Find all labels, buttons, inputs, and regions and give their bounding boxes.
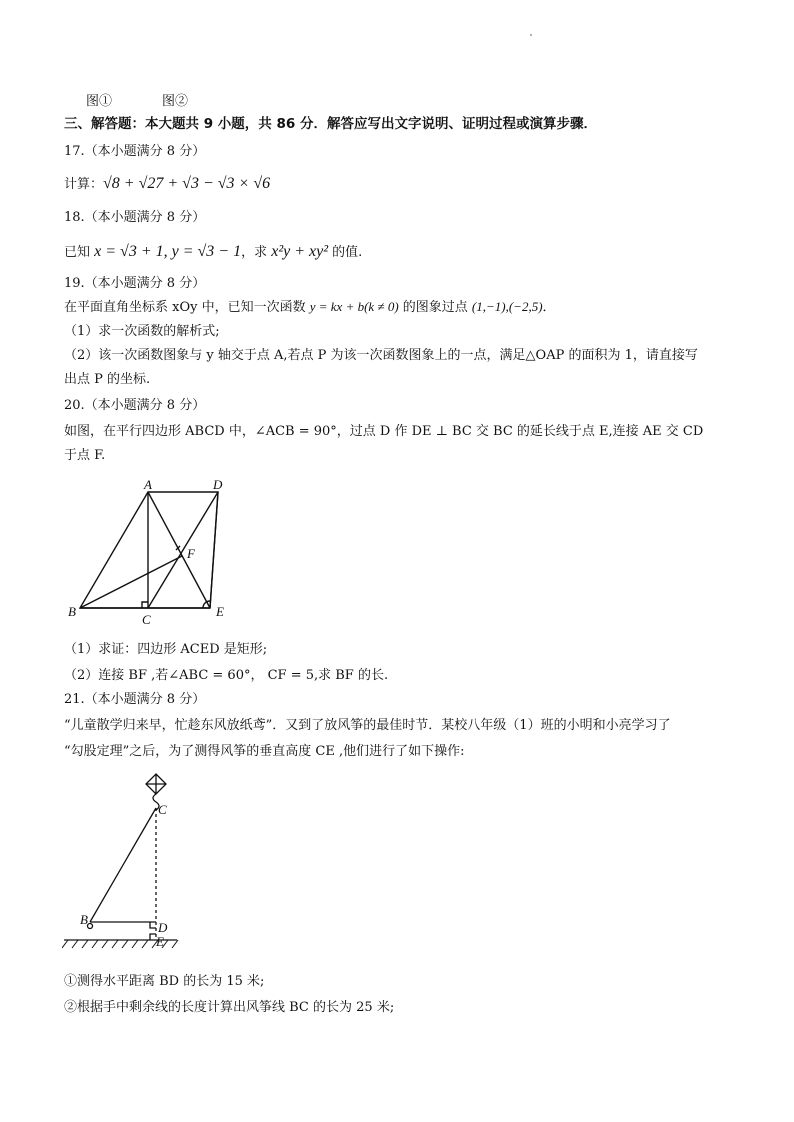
label-e: E — [216, 604, 224, 619]
q21-step1: ①测得水平距离 BD 的长为 15 米; — [64, 974, 265, 989]
segment-cd — [148, 492, 218, 608]
q20-figure — [60, 478, 250, 632]
figure-labels — [86, 90, 286, 110]
scan-speck — [530, 34, 532, 36]
q19-part2-line2: 出点 P 的坐标. — [64, 372, 151, 387]
q17-header: 17.（本小题满分 8 分） — [64, 144, 206, 159]
q19-points: (1,−1),(−2,5) — [471, 299, 543, 314]
q20-stem-line1: 如图，在平行四边形 ABCD 中，∠ACB = 90°，过点 D 作 DE ⊥ BC 交 BC 的延长线于点 E,连接 AE 交 CD — [64, 424, 704, 439]
q17-expression: √8 + √27 + √3 − √3 × √6 — [103, 175, 271, 192]
segment-de — [210, 492, 218, 608]
segment-ae — [148, 492, 210, 608]
q18-header: 18.（本小题满分 8 分） — [64, 210, 206, 225]
q19-part1: （1）求一次函数的解析式; — [64, 324, 220, 339]
label-d: D — [158, 920, 168, 935]
q19-stem-b: 的图象过点 — [398, 300, 472, 315]
kite-string-bc — [90, 808, 156, 922]
label-a: A — [144, 478, 152, 492]
q18-body — [64, 242, 362, 263]
figure-label-2: 图② — [162, 94, 189, 109]
label-e: E — [156, 934, 164, 949]
right-angle-c — [142, 602, 148, 608]
q19-part2-line1: （2）该一次函数图象与 y 轴交于点 A,若点 P 为该一次函数图象上的一点，满足△OAP 的面积为 1，请直接写 — [64, 348, 698, 363]
q18-given-expr: x = √3 + 1, y = √3 − 1 — [94, 243, 242, 260]
q21-step2: ②根据手中剩余线的长度计算出风筝线 BC 的长为 25 米; — [64, 1000, 395, 1015]
q20-part1: （1）求证：四边形 ACED 是矩形; — [64, 642, 268, 657]
q19-stem — [64, 297, 556, 318]
q19-stem-a: 在平面直角坐标系 xOy 中，已知一次函数 — [64, 300, 310, 315]
person-b-head — [88, 924, 93, 929]
q17-body — [64, 174, 270, 195]
q21-stem-line1: “儿童散学归来早，忙趁东风放纸鸢”．又到了放风筝的最佳时节．某校八年级（1）班的小明和小亮学习了 — [64, 718, 671, 733]
label-f: F — [187, 546, 195, 561]
q18-text-b: ，求 — [241, 245, 272, 260]
section-heading: 三、解答题：本大题共 9 小题，共 86 分．解答应写出文字说明、证明过程或演算步骤． — [64, 116, 597, 132]
q19-stem-c: ． — [542, 300, 556, 315]
q21-header: 21.（本小题满分 8 分） — [64, 692, 206, 707]
label-c: C — [142, 612, 151, 627]
q17-prefix: 计算： — [64, 177, 104, 192]
label-b: B — [80, 912, 88, 927]
q21-kite-figure — [62, 770, 192, 959]
q20-part2: （2）连接 BF ,若∠ABC = 60°， CF = 5,求 BF 的长. — [64, 668, 389, 683]
q19-function-expr: y = kx + b(k ≠ 0) — [309, 299, 399, 314]
q18-target-expr: x²y + xy² — [271, 243, 329, 260]
q19-header: 19.（本小题满分 8 分） — [64, 276, 206, 291]
q21-stem-line2: “勾股定理”之后，为了测得风筝的垂直高度 CE ,他们进行了如下操作: — [64, 744, 465, 759]
q20-header: 20.（本小题满分 8 分） — [64, 398, 206, 413]
parallelogram-abcd-outline — [80, 492, 218, 608]
q20-stem-line2: 于点 F. — [64, 448, 106, 463]
label-b: B — [68, 604, 76, 619]
q18-text-c: 的值. — [328, 245, 363, 260]
label-d: D — [213, 478, 223, 492]
figure-label-1: 图① — [86, 94, 113, 109]
q18-text-a: 已知 — [64, 245, 95, 260]
label-c: C — [158, 802, 167, 817]
